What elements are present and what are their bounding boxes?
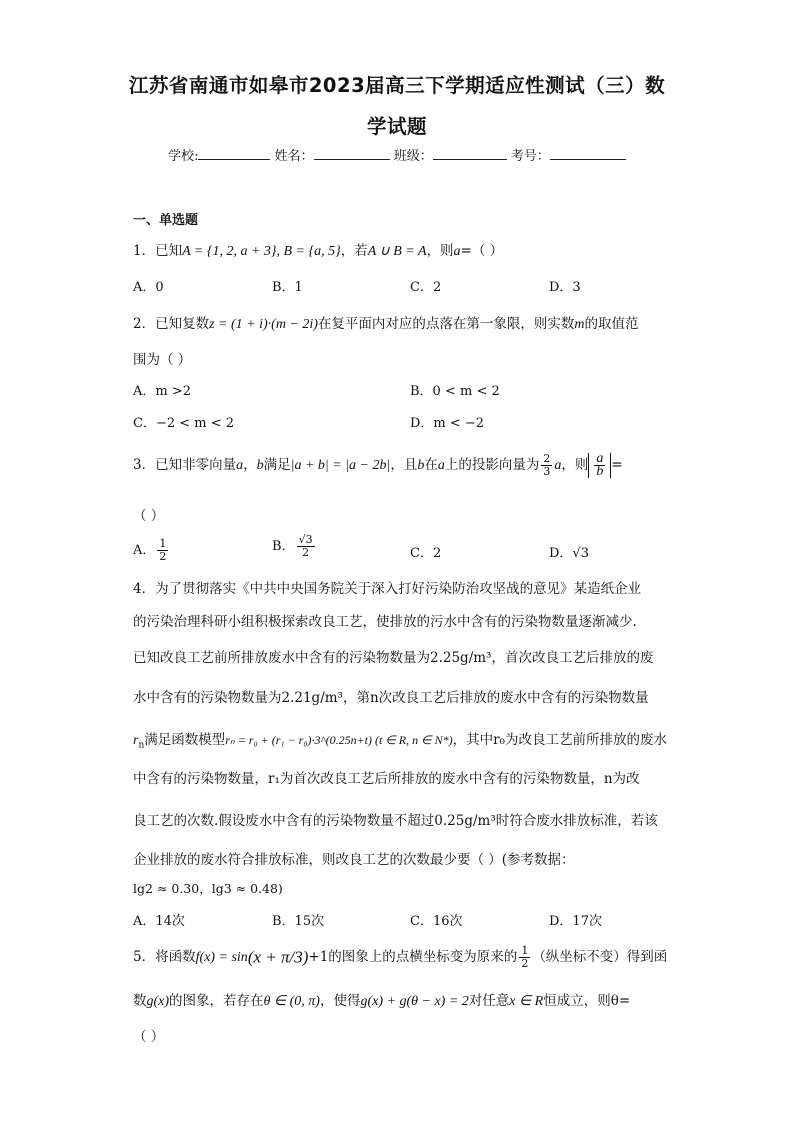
q4-line-2: 的污染治理科研小组积极探索改良工艺，使排放的污水中含有的污染物数量逐渐减少. [133, 614, 637, 630]
q3-frac-den: 3 [543, 465, 551, 478]
q5-paren: (x + π/3) [247, 947, 309, 967]
q2-option-b: B．0 < m < 2 [410, 384, 500, 399]
q2-expr: z = (1 + i)·(m − 2i) [209, 317, 318, 332]
q5-xr: x ∈ R [509, 994, 544, 1009]
q5-text: 数 [133, 993, 147, 1009]
class-label: 班级： [393, 149, 433, 164]
q4-line-5 [133, 728, 667, 751]
q3-a-num: 1 [159, 537, 167, 550]
q3-vec-a: a [236, 458, 244, 473]
q4-option-b: B．15次 [272, 914, 325, 929]
number-label: 考号： [510, 149, 550, 164]
q1-condition: A ∪ B = A [367, 244, 427, 259]
q3-ratio-den: b [596, 464, 604, 479]
question-5 [133, 945, 667, 970]
name-blank [314, 147, 390, 160]
name-label: 姓名： [274, 149, 314, 164]
q3-b-num: √3 [298, 533, 313, 546]
question-5-line2 [133, 989, 630, 1010]
q4-line-6: 中含有的污染物数量，r₁为首次改良工艺后所排放的废水中含有的污染物数量，n为改 [133, 771, 640, 787]
section-heading: 一、单选题 [133, 213, 199, 228]
q2-text: 的取值范 [584, 316, 639, 332]
q1-option-d: D．3 [549, 280, 581, 295]
q5-equation: g(x) + g(θ − x) = 2 [360, 994, 469, 1009]
question-1 [133, 239, 503, 260]
q3-text: 满足 [263, 457, 291, 473]
q4-option-c: C．16次 [410, 914, 463, 929]
q3-vec-b: b [417, 458, 425, 473]
q3-fraction [541, 453, 552, 478]
q5-stem: 5．将函数 [133, 949, 196, 965]
q4-line-3: 已知改良工艺前所排放废水中含有的污染物数量为2.25g/m³，首次改良工艺后排放的废 [133, 650, 654, 666]
q1-text: ，若 [340, 243, 368, 259]
q2-var: m [574, 317, 585, 332]
q2-option-a: A．m >2 [133, 384, 192, 399]
q4-line-8: 企业排放的废水符合排放标准，则改良工艺的次数最少要（ ）(参考数据： [133, 852, 575, 868]
q3-condition: |a + b| = |a − 2b| [290, 458, 391, 473]
q5-theta: θ ∈ (0, π) [263, 994, 320, 1009]
q3-vec-a: a [437, 458, 445, 473]
q3-stem: 3．已知非零向量 [133, 457, 237, 473]
q5-text: +1的图象上的点横坐标变为原来的 [308, 949, 518, 965]
q4-line-9: lg2 ≈ 0.30，lg3 ≈ 0.48) [133, 881, 283, 896]
question-2-line2: 围为（ ） [133, 352, 192, 368]
q3-option-a [133, 538, 170, 563]
q4-sub-n: n [138, 740, 145, 751]
q1-option-c: C．2 [410, 280, 442, 295]
q3-ratio-frac [594, 453, 605, 478]
school-blank [198, 147, 270, 160]
q4-formula: rₙ = r₀ + (r₁ − r₀)·3^(0.25n+t) (t ∈ R, n ∈ N*) [225, 733, 453, 747]
q1-end: =（ ） [460, 243, 504, 259]
q5-half-den: 2 [521, 957, 529, 970]
exam-title-line2: 学试题 [366, 115, 427, 138]
q4-line-1: 4．为了贯彻落实《中共中央国务院关于深入打好污染防治攻坚战的意见》某造纸企业 [133, 581, 642, 597]
q4-option-a: A．14次 [133, 914, 185, 929]
q4-option-d: D．17次 [549, 914, 602, 929]
q4-text: 满足函数模型 [144, 732, 226, 748]
q3-text: ，且 [390, 457, 418, 473]
q3-option-a-frac [157, 538, 168, 563]
q4-var-r: r [133, 733, 139, 748]
q5-fx: f(x) = sin [195, 950, 248, 965]
q1-text: ，则 [426, 243, 454, 259]
q3-text: 上的投影向量为 [444, 457, 540, 473]
q2-text: 在复平面内对应的点落在第一象限，则实数 [317, 316, 575, 332]
q5-half-num: 1 [521, 944, 529, 957]
q3-option-c: C．2 [410, 546, 442, 561]
q3-option-b [272, 534, 317, 559]
q3-ratio [588, 453, 611, 478]
q3-text: ， [243, 457, 257, 473]
q5-text: 的图象，若存在 [169, 993, 264, 1009]
q3-ratio-num: a [596, 451, 604, 466]
q3-text: ，则 [561, 457, 589, 473]
q5-text: ，使得 [319, 993, 361, 1009]
q1-option-b: B．1 [272, 280, 303, 295]
q3-frac-num: 2 [543, 452, 551, 465]
q5-text: 恒成立，则θ= [543, 993, 631, 1009]
q1-option-a: A．0 [133, 280, 164, 295]
q3-option-b-label: B． [272, 539, 295, 554]
q1-sets: A = {1, 2, a + 3}, B = {a, 5} [182, 244, 341, 259]
q3-text: = [611, 457, 623, 473]
q3-vec-b: b [256, 458, 264, 473]
question-2 [133, 312, 639, 333]
q4-line-7: 良工艺的次数.假设废水中含有的污染物数量不超过0.25g/m³时符合废水排放标准，若该 [133, 813, 658, 829]
q5-half [519, 945, 530, 970]
q1-stem: 1．已知 [133, 243, 183, 259]
question-3-line2: （ ） [133, 508, 165, 524]
q3-option-b-frac [297, 534, 315, 559]
q5-text: （纵坐标不变）得到函 [532, 949, 668, 965]
q2-option-c: C．−2 < m < 2 [133, 416, 235, 431]
question-3 [133, 453, 623, 478]
q5-gx: g(x) [146, 994, 170, 1009]
q3-vec-a: a [554, 458, 562, 473]
q2-stem: 2．已知复数 [133, 316, 210, 332]
school-label: 学校: [168, 149, 199, 164]
student-info-line [0, 145, 794, 164]
q1-var: a [453, 244, 461, 259]
q3-b-den: 2 [302, 546, 310, 559]
number-blank [550, 147, 626, 160]
q2-option-d: D．m < −2 [410, 416, 485, 431]
q3-option-d: D．√3 [549, 546, 589, 561]
q4-text: ，其中r₀为改良工艺前所排放的废水 [452, 732, 667, 748]
class-blank [433, 147, 507, 160]
q4-line-4: 水中含有的污染物数量为2.21g/m³，第n次改良工艺后排放的废水中含有的污染物数量 [133, 690, 649, 706]
q5-text: 对任意 [468, 993, 510, 1009]
q3-a-den: 2 [159, 550, 167, 563]
question-5-line3: （ ） [133, 1029, 165, 1045]
q3-text: 在 [424, 457, 438, 473]
exam-title-line1: 江苏省南通市如皋市2023届高三下学期适应性测试（三）数 [128, 74, 666, 97]
q3-option-a-label: A． [133, 543, 156, 558]
